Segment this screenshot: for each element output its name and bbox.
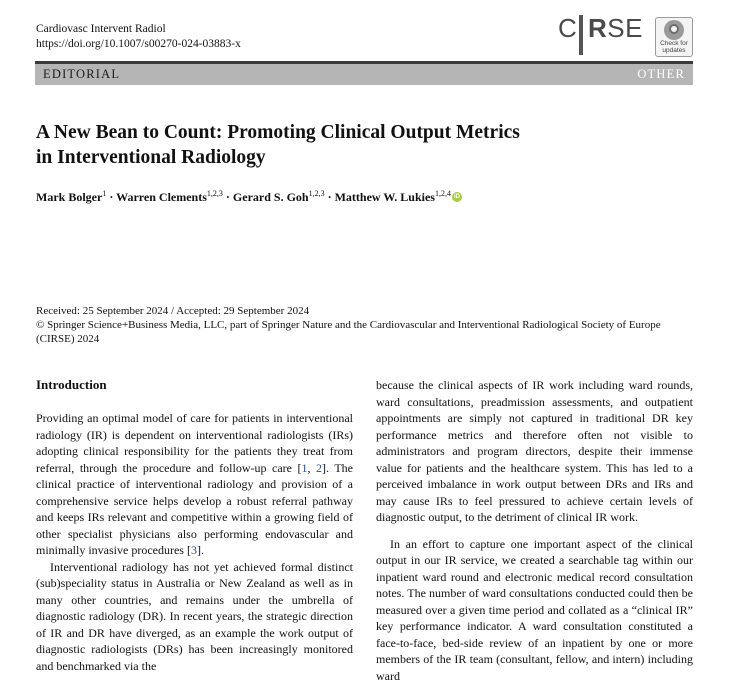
author-list: [36, 189, 462, 205]
section-heading: Introduction: [36, 377, 107, 392]
check-for-updates-badge[interactable]: [655, 17, 693, 57]
author-name[interactable]: Mark Bolger: [36, 190, 103, 204]
author-name[interactable]: Gerard S. Goh: [232, 190, 309, 204]
copyright-notice: © Springer Science+Business Media, LLC, part of Springer Nature and the Cardiovascular and Interventional Radiological Society of Europe (CIRSE) 2024: [36, 319, 661, 345]
check-for-updates-label: [656, 40, 692, 54]
article-type-banner: [35, 61, 693, 85]
body-paragraph: [36, 410, 353, 559]
author-affiliation[interactable]: 1,2,4: [434, 189, 451, 198]
paragraph-text: ].: [196, 543, 204, 557]
citation-link[interactable]: 3: [190, 543, 197, 557]
citation-link[interactable]: 2: [316, 460, 323, 475]
journal-name: Cardiovasc Intervent Radiol: [36, 23, 166, 35]
citation-separator: ,: [307, 460, 317, 475]
check-for-updates-line1: Check for: [660, 40, 688, 47]
cirse-logo: [558, 13, 643, 57]
author-affiliation[interactable]: 1: [102, 189, 107, 198]
logo-bar: [579, 15, 583, 55]
logo-letter-c: C: [558, 13, 578, 43]
orcid-icon[interactable]: [452, 192, 462, 202]
logo-letters-rse: [588, 13, 643, 43]
author-separator: ·: [222, 190, 233, 204]
article-title-line2: in Interventional Radiology: [36, 147, 266, 168]
right-column: [376, 377, 693, 684]
body-paragraph: because the clinical aspects of IR work including ward rounds, ward consultations, preadmission assessments, and outpatient appointments are simply not captured in traditional DR key performance metrics and therefore often not visible to administrators and program directors, despite their immense value for patients and the healthcare system. This has led to a perceived imbalance in work output between DRs and IRs and may cause IRs to feel pressured to achieve certain levels of diagnostic output, to the detriment of clinical IR work.: [376, 378, 693, 524]
received-accepted-dates: Received: 25 September 2024 / Accepted: 29 September 2024: [36, 305, 310, 317]
article-type-label: EDITORIAL: [43, 67, 121, 81]
logo-letters-se: SE: [607, 13, 643, 43]
author-affiliation[interactable]: 1,2,3: [308, 189, 325, 198]
author-separator: ·: [106, 190, 117, 204]
article-category-label: OTHER: [637, 67, 685, 81]
body-paragraph: In an effort to capture one important aspect of the clinical output in our IR service, we created a searchable tag within our inpatient ward round and electronic medical record consultation notes. The number of ward consultations conducted could then be measured over a given time period and collated as a “clinical IR” key performance indicator. A ward consultation constituted a face-to-face, bed-side review of an inpatient by one or more members of the IR team (consultant, fellow, and intern) including ward: [376, 536, 693, 683]
paragraph-text: ]. The clinical practice of interventional radiology and provision of a comprehensive service helps develop a robust referral pathway and keeps IRs relevant and competitive within a growing field of other specialist physicians also performing endovascular and minimally invasive procedures [: [36, 460, 354, 557]
author-separator: ·: [324, 190, 335, 204]
check-for-updates-icon: [664, 20, 684, 40]
author-affiliation[interactable]: 1,2,3: [206, 189, 223, 198]
logo-letter-r: R: [588, 13, 608, 43]
left-column: [36, 377, 353, 674]
check-for-updates-line2: updates: [662, 47, 686, 54]
body-paragraph: Interventional radiology has not yet achieved formal distinct (sub)speciality status in Australia or New Zealand as well as in many other countries, and remains under the umbrella of diagnostic radiology (DR). In recent years, the strategic direction of IR and DR have diverged, as an example the work output of diagnostic radiologists (DRs) has been increasingly monitored and benchmarked via the: [36, 559, 353, 673]
paragraph-text: Providing an optimal model of care for patients in interventional radiology (IR) is dependent on interventional radiologists (IRs) adopting clinical responsibility for the patients they treat from referral, through the procedure and follow-up care [: [36, 411, 353, 475]
article-title: [36, 120, 636, 170]
citation-link[interactable]: 1: [301, 460, 308, 475]
article-title-line1: A New Bean to Count: Promoting Clinical Output Metrics: [36, 122, 520, 143]
author-name[interactable]: Matthew W. Lukies: [334, 190, 435, 204]
doi-link[interactable]: https://doi.org/10.1007/s00270-024-03883-x: [36, 38, 241, 50]
author-name[interactable]: Warren Clements: [116, 190, 207, 204]
